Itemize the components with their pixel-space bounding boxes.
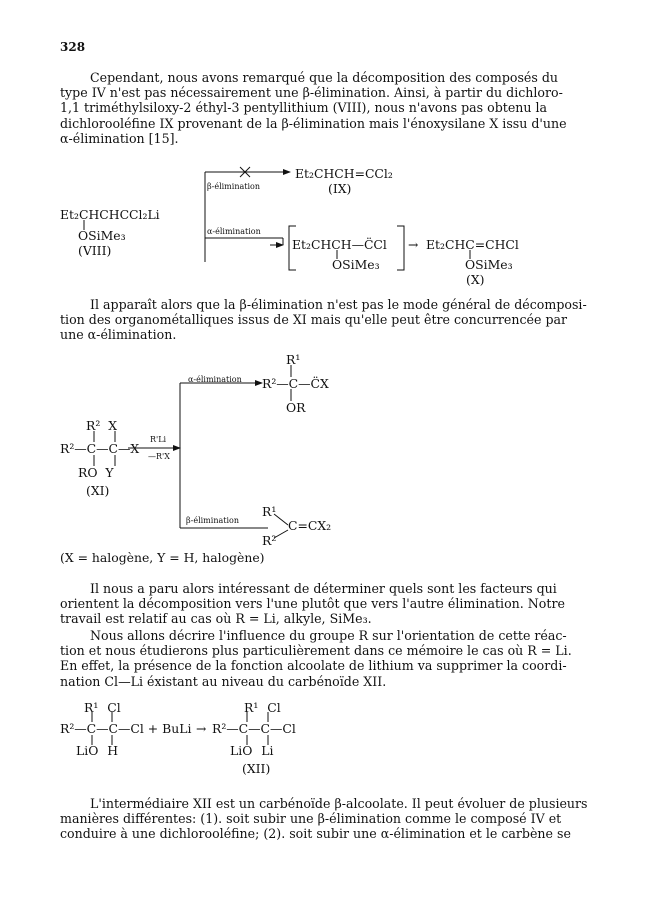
scheme1-beta-cross-b <box>240 167 250 177</box>
page-number: 328 <box>60 40 86 54</box>
scheme1-arrow: → <box>408 237 419 252</box>
scheme1-enol-substituent: OSiMe₃ <box>465 257 513 272</box>
paragraph-line: travail est relatif au cas où R = Li, alkyle, SiMe₃. <box>60 611 372 627</box>
scheme1-start: Et₂CHCHCCl₂Li <box>60 207 160 222</box>
scheme2-beta-product: C=CX₂ <box>288 518 332 533</box>
scheme1-beta-product: Et₂CHCH=CCl₂ <box>295 166 393 181</box>
scheme3-right-label: (XII) <box>242 761 271 776</box>
scheme1-carbene-substituent: OSiMe₃ <box>332 257 380 272</box>
scheme2-start-top: R² X <box>86 418 118 433</box>
scheme2-alpha-r1: R¹ <box>286 352 301 367</box>
scheme2-alpha-product: R²—C—C̈X <box>262 376 329 391</box>
scheme2-reagent-top: R'Li <box>150 435 167 444</box>
scheme1-start-substituent: OSiMe₃ <box>78 228 126 243</box>
scheme2-alpha-label: α-élimination <box>188 375 242 384</box>
paragraph-4 <box>60 628 615 689</box>
scheme3-right-main: R²—C—C—Cl <box>212 721 296 736</box>
paragraph-2 <box>60 297 615 343</box>
paragraph-line: Il apparaît alors que la β-élimination n'est pas le mode général de décomposi- <box>90 297 587 312</box>
paragraph-line: orientent la décomposition vers l'une plutôt que vers l'autre élimination. Notre <box>60 596 565 612</box>
scheme1-beta-cross-a <box>240 167 250 177</box>
scheme3-left-bottom: LiO H <box>76 743 119 758</box>
scheme1-start-label: (VIII) <box>78 243 112 258</box>
scheme2-start-label: (XI) <box>86 483 110 498</box>
scheme3-left-top: R¹ Cl <box>84 700 121 715</box>
paragraph-line: En effet, la présence de la fonction alcoolate de lithium va supprimer la coordi- <box>60 658 567 674</box>
paragraph-line: type IV n'est pas nécessairement une β-élimination. Ainsi, à partir du dichloro- <box>60 85 563 101</box>
scheme1-beta-product-label: (IX) <box>328 181 352 196</box>
scheme3-left-main: R²—C—C—Cl + BuLi <box>60 721 192 736</box>
paragraph-line: conduire à une dichlorooléfine; (2). soit subir une α-élimination et le carbène se <box>60 826 571 842</box>
scheme2-alpha-or: OR <box>286 400 306 415</box>
scheme3-arrow: → <box>196 721 207 736</box>
paragraph-line: tion des organométalliques issus de XI mais qu'elle peut être concurrencée par <box>60 312 568 328</box>
paragraph-line: Il nous a paru alors intéressant de déterminer quels sont les facteurs qui <box>90 581 557 596</box>
paragraph-line: manières différentes: (1). soit subir une β-élimination comme le composé IV et <box>60 811 562 827</box>
paragraph-line: dichlorooléfine IX provenant de la β-élimination mais l'énoxysilane X issu d'une <box>60 115 567 131</box>
scheme1-bracket-right <box>397 226 404 270</box>
paragraph-3 <box>60 581 615 627</box>
paragraph-1 <box>60 70 615 146</box>
scheme1-beta-label: β-élimination <box>207 182 260 191</box>
paragraph-line: 1,1 triméthylsiloxy-2 éthyl-3 pentyllithium (VIII), nous n'avons pas obtenu la <box>60 100 548 116</box>
scheme2-start-main: R²—C—C—X <box>60 441 140 456</box>
scheme2-reagent-bottom: —R'X <box>148 452 170 461</box>
paragraph-line: Cependant, nous avons remarqué que la décomposition des composés du <box>90 70 559 85</box>
paragraph-line: Nous allons décrire l'influence du groupe R sur l'orientation de cette réac- <box>90 628 567 643</box>
scheme2-start-bottom: RO Y <box>78 465 114 480</box>
paragraph-5 <box>60 796 615 842</box>
paragraph-line: L'intermédiaire XII est un carbénoïde β-alcoolate. Il peut évoluer de plusieurs <box>90 796 588 811</box>
scheme2-beta-label: β-élimination <box>186 516 239 525</box>
scheme3-right-bottom: LiO Li <box>230 743 274 758</box>
scheme2-note: (X = halogène, Y = H, halogène) <box>60 550 265 565</box>
scheme2-beta-r1: R¹ <box>262 504 277 519</box>
paragraph-line: tion et nous étudierons plus particulièrement dans ce mémoire le cas où R = Li. <box>60 643 572 659</box>
scheme1-enol: Et₂CHC=CHCl <box>426 237 519 252</box>
scheme1-carbene: Et₂CHCH—C̈Cl <box>292 237 387 252</box>
scheme1-enol-label: (X) <box>466 272 485 287</box>
paragraph-line: une α-élimination. <box>60 327 177 343</box>
paragraph-line: nation Cl—Li éxistant au niveau du carbénoïde XII. <box>60 673 387 689</box>
scheme1-alpha-label: α-élimination <box>207 227 261 236</box>
scheme3-right-top: R¹ Cl <box>244 700 281 715</box>
paragraph-line: α-élimination [15]. <box>60 130 179 146</box>
scheme2-beta-r2: R² <box>262 533 277 548</box>
